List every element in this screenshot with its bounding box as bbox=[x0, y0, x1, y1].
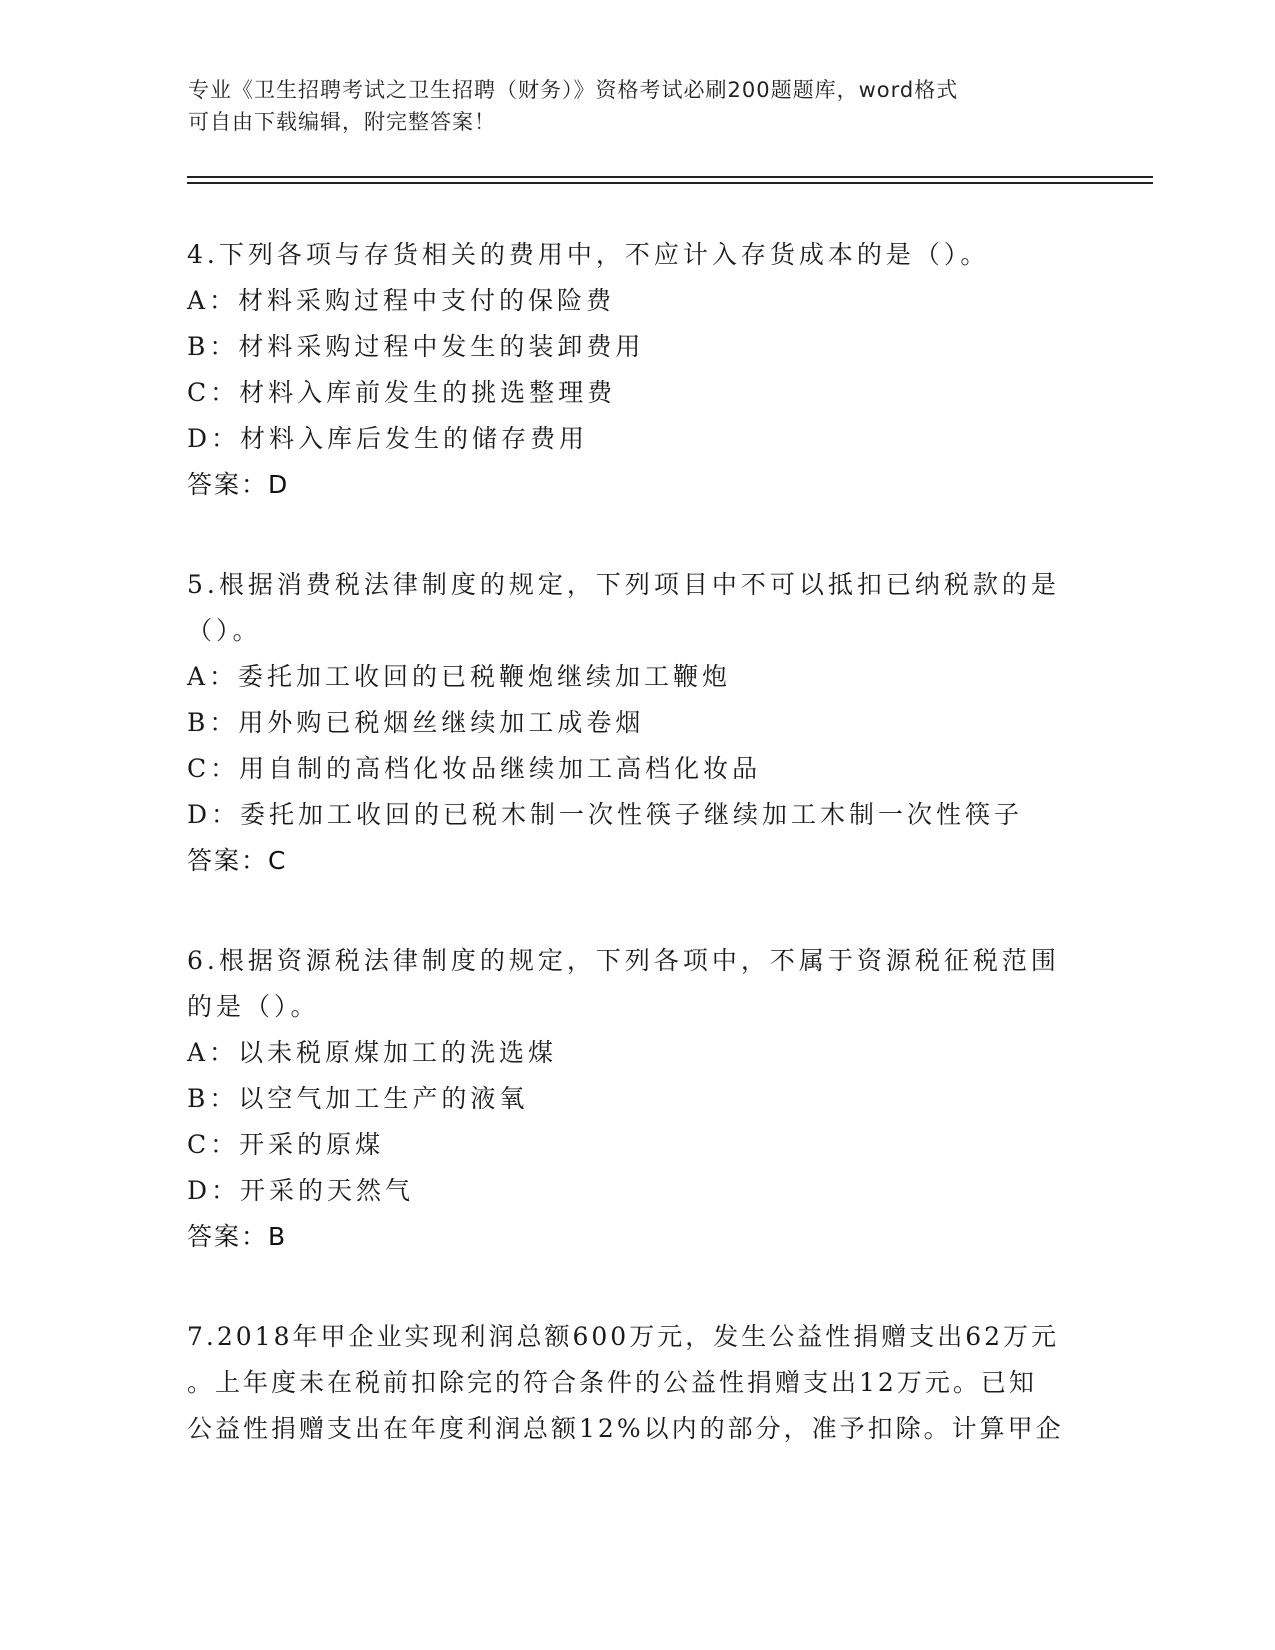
option-a: A：委托加工收回的已税鞭炮继续加工鞭炮 bbox=[187, 662, 732, 691]
answer-label: 答案：C bbox=[187, 846, 288, 875]
option-d: D：开采的天然气 bbox=[187, 1176, 415, 1205]
header-line-2: 可自由下载编辑，附完整答案！ bbox=[188, 110, 496, 134]
question-stem: 4.下列各项与存货相关的费用中，不应计入存货成本的是（）。 bbox=[187, 240, 990, 269]
option-a: A：以未税原煤加工的洗选煤 bbox=[187, 1038, 558, 1067]
option-b: B：用外购已税烟丝继续加工成卷烟 bbox=[187, 708, 645, 737]
question-stem-continued: 。上年度未在税前扣除完的符合条件的公益性捐赠支出12万元。已知 bbox=[187, 1368, 1037, 1397]
document-header bbox=[188, 74, 1088, 138]
header-divider-bottom bbox=[187, 182, 1153, 184]
question-stem-continued: 的是（）。 bbox=[187, 992, 320, 1021]
question-stem-continued: 公益性捐赠支出在年度利润总额12%以内的部分，准予扣除。计算甲企 bbox=[187, 1414, 1064, 1443]
answer-label: 答案：D bbox=[187, 470, 290, 499]
option-c: C：用自制的高档化妆品继续加工高档化妆品 bbox=[187, 754, 762, 783]
header-divider-top bbox=[187, 176, 1153, 178]
option-c: C：开采的原煤 bbox=[187, 1130, 385, 1159]
option-b: B：以空气加工生产的液氧 bbox=[187, 1084, 529, 1113]
question-6 bbox=[187, 938, 1087, 1260]
option-d: D：委托加工收回的已税木制一次性筷子继续加工木制一次性筷子 bbox=[187, 800, 1024, 829]
question-5 bbox=[187, 562, 1087, 884]
question-7 bbox=[187, 1314, 1087, 1452]
question-4 bbox=[187, 232, 1087, 508]
option-b: B：材料采购过程中发生的装卸费用 bbox=[187, 332, 645, 361]
question-stem: 5.根据消费税法律制度的规定，下列项目中不可以抵扣已纳税款的是 bbox=[187, 570, 1060, 599]
question-list bbox=[187, 232, 1087, 1506]
question-stem: 7.2018年甲企业实现利润总额600万元，发生公益性捐赠支出62万元 bbox=[187, 1322, 1060, 1351]
header-line-1: 专业《卫生招聘考试之卫生招聘（财务）》资格考试必刷200题题库，word格式 bbox=[188, 78, 959, 102]
option-a: A：材料采购过程中支付的保险费 bbox=[187, 286, 616, 315]
question-stem-continued: （）。 bbox=[187, 616, 262, 645]
option-c: C：材料入库前发生的挑选整理费 bbox=[187, 378, 617, 407]
option-d: D：材料入库后发生的储存费用 bbox=[187, 424, 589, 453]
question-stem: 6.根据资源税法律制度的规定，下列各项中，不属于资源税征税范围 bbox=[187, 946, 1060, 975]
answer-label: 答案：B bbox=[187, 1222, 288, 1251]
